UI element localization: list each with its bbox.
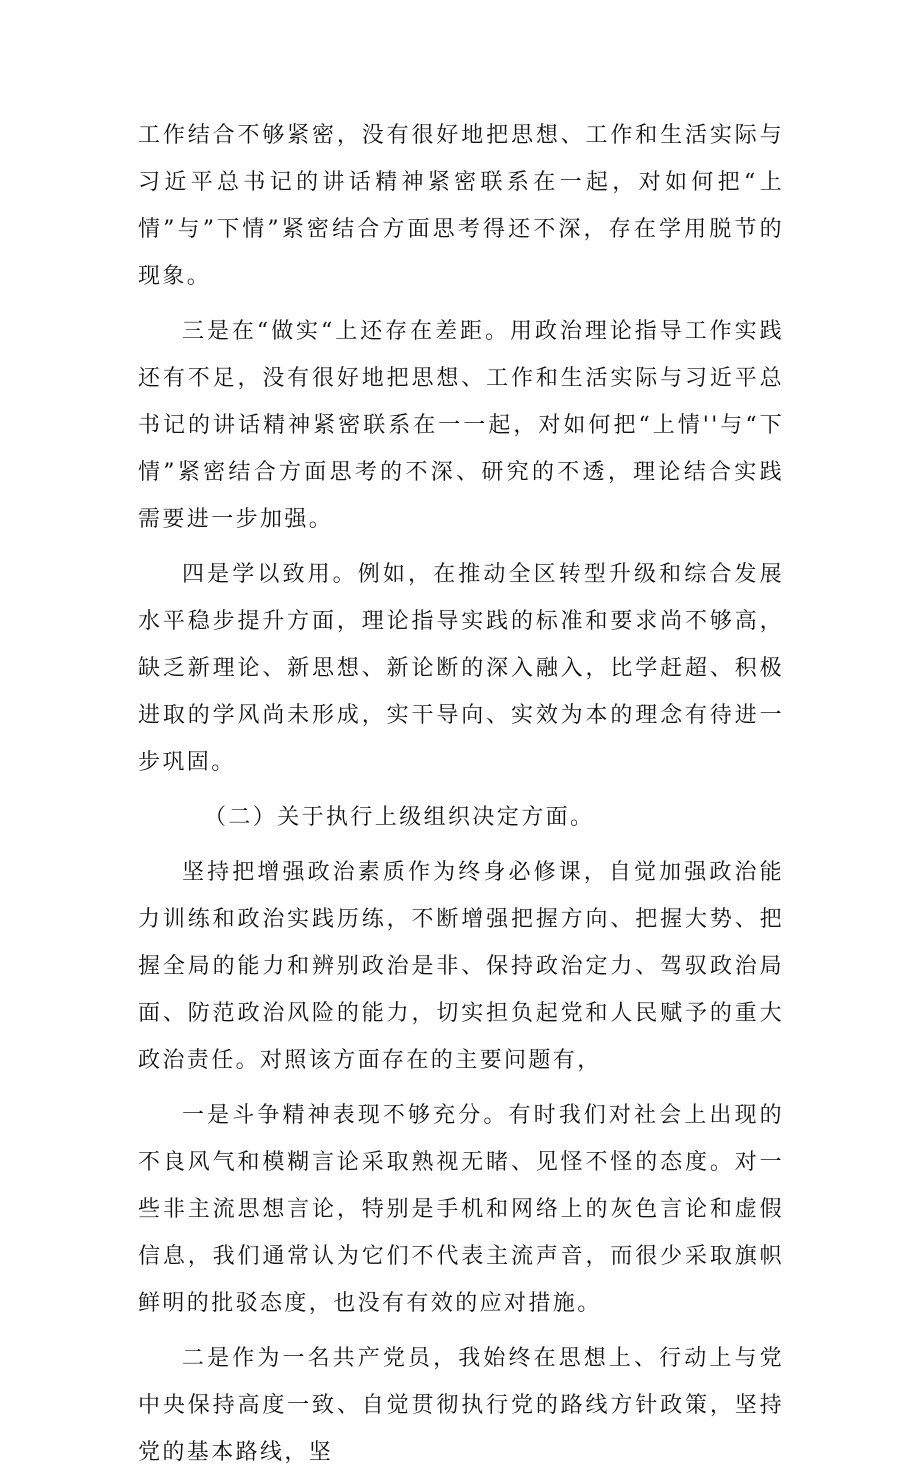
paragraph-continuation: 工作结合不够紧密，没有很好地把思想、工作和生活实际与习近平总书记的讲话精神紧密联系在一起，对如何把“上情”与”下情”紧密结合方面思考得还不深，存在学用脱节的现象。 (138, 123, 784, 289)
paragraph-section-intro: 坚持把增强政治素质作为终身必修课，自觉加强政治能力训练和政治实践历练，不断增强把握方向、把握大势、把握全局的能力和辨别政治是非、保持政治定力、驾驭政治局面、防范政治风险的能力，切实担负起党和人民赋予的重大政治责任。对照该方面存在的主要问题有， (138, 860, 784, 1073)
paragraph-point-one: 一是斗争精神表现不够充分。有时我们对社会上出现的不良风气和模糊言论采取熟视无睹、见怪不怪的态度。对一些非主流思想言论，特别是手机和网络上的灰色言论和虚假信息，我们通常认为它们不代表主流声音，而很少采取旗帜鲜明的批驳态度，也没有有效的应对措施。 (138, 1103, 784, 1316)
paragraph-point-three: 三是在“做实“上还存在差距。用政治理论指导工作实践还有不足，没有很好地把思想、工作和生活实际与习近平总书记的讲话精神紧密联系在一一起，对如何把“上情''与“下情”紧密结合方面思考的不深、研究的不透，理论结合实践需要进一步加强。 (138, 319, 784, 532)
paragraph-point-four: 四是学以致用。例如，在推动全区转型升级和综合发展水平稳步提升方面，理论指导实践的标准和要求尚不够高，缺乏新理论、新思想、新论断的深入融入，比学赶超、积极进取的学风尚未形成，实干导向、实效为本的理念有待进一步巩固。 (138, 562, 784, 775)
document-body (138, 112, 784, 1484)
paragraph-point-two: 二是作为一名共产党员，我始终在思想上、行动上与党中央保持高度一致、自觉贯彻执行党的路线方针政策，坚持党的基本路线，坚 (138, 1346, 784, 1465)
section-heading: （二）关于执行上级组织决定方面。 (204, 805, 595, 830)
